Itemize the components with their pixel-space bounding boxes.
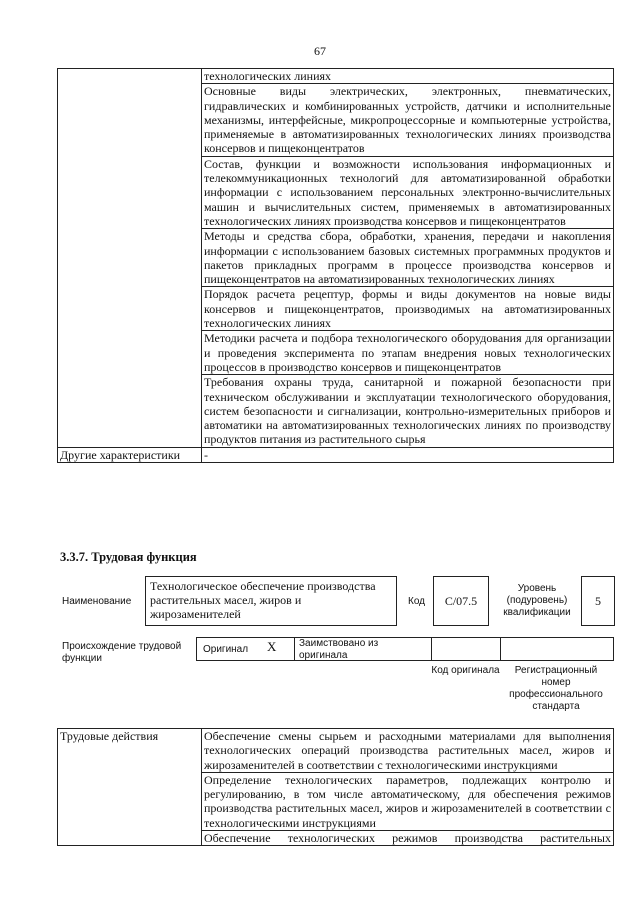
- table-cell: Требования охраны труда, санитарной и пожарной безопасности при техническом обслуживании и эксплуатации технологического оборудования, систем безопасности и сигнализации, контрольно-измерительных приборов и автоматики на автоматизированных технологических линиях по производству продуктов питания из растительного сырья: [202, 375, 614, 447]
- level-value-box: 5: [581, 576, 615, 626]
- code-label: Код: [408, 596, 426, 607]
- original-label: Оригинал: [203, 644, 249, 655]
- reg-number-cell: [501, 638, 613, 660]
- other-characteristics-label: Другие характеристики: [58, 447, 202, 462]
- table-row-label-empty: [58, 69, 202, 448]
- original-cell: [197, 638, 295, 660]
- level-label: Уровень (подуровень) квалификации: [503, 583, 571, 618]
- table-row: [58, 69, 614, 84]
- other-characteristics-value: -: [202, 447, 614, 462]
- table-cell: Методики расчета и подбора технологического оборудования для организации и проведения эксперимента по этапам внедрения новых технологических процессов в производство консервов и пищеконцентратов: [202, 331, 614, 375]
- name-label: Наименование: [62, 596, 132, 607]
- table-row: [58, 729, 614, 773]
- origin-code-cell: [432, 638, 501, 660]
- borrowed-cell: [295, 638, 432, 660]
- origin-table: [196, 637, 614, 661]
- origin-code-label: Код оригинала: [431, 665, 500, 676]
- origin-label: Происхождение трудовой функции: [62, 641, 182, 664]
- reg-number-label: Регистрационный номер профессионального стандарта: [509, 665, 603, 712]
- table-cell: Методы и средства сбора, обработки, хранения, передачи и накопления информации с использованием базовых системных программных продуктов и пакетов прикладных программ в процессе производства консервов и пищеконцентратов на автоматизированных технологических линиях: [202, 229, 614, 287]
- labor-actions-table: [57, 728, 614, 846]
- labor-actions-label: Трудовые действия: [58, 729, 202, 846]
- section-title: 3.3.7. Трудовая функция: [60, 550, 197, 564]
- table-cell: Состав, функции и возможности использования информационных и телекоммуникационных технологий для автоматизированной обработки информации с использованием персональных электронно-вычислительных машин и вычислительных систем, применяемых в автоматизированных технологических линиях производства консервов и пищеконцентратов: [202, 156, 614, 228]
- page-number: 67: [314, 44, 326, 58]
- table-cell: Порядок расчета рецептур, формы и виды документов на новые виды консервов и пищеконцентратов, производимых на автоматизированных технологических линиях: [202, 287, 614, 331]
- original-mark: X: [267, 639, 277, 654]
- table-cell: технологических линиях: [202, 69, 614, 84]
- borrowed-label: Заимствовано из оригинала: [299, 638, 379, 661]
- table-cell: Обеспечение технологических режимов производства растительных: [202, 831, 614, 846]
- function-name-box: Технологическое обеспечение производства растительных масел, жиров и жирозаменителей: [145, 576, 397, 626]
- table-cell: Основные виды электрических, электронных, пневматических, гидравлических и комбинированных устройств, датчики и исполнительные механизмы, интерфейсные, микропроцессорные и компьютерные устройства, применяемые в автоматизированных технологических линиях производства консервов и пищеконцентратов: [202, 84, 614, 156]
- table-row: [58, 447, 614, 462]
- knowledge-table: [57, 68, 614, 463]
- table-cell: Определение технологических параметров, подлежащих контролю и регулированию, в том числе автоматическому, для обеспечения режимов производства растительных масел, жиров и жирозаменителей в соответствии с технологическими инструкциями: [202, 772, 614, 830]
- table-cell: Обеспечение смены сырьем и расходными материалами для выполнения технологических операций производства растительных масел, жиров и жирозаменителей в соответствии с технологическими инструкциями: [202, 729, 614, 773]
- code-value-box: С/07.5: [433, 576, 489, 626]
